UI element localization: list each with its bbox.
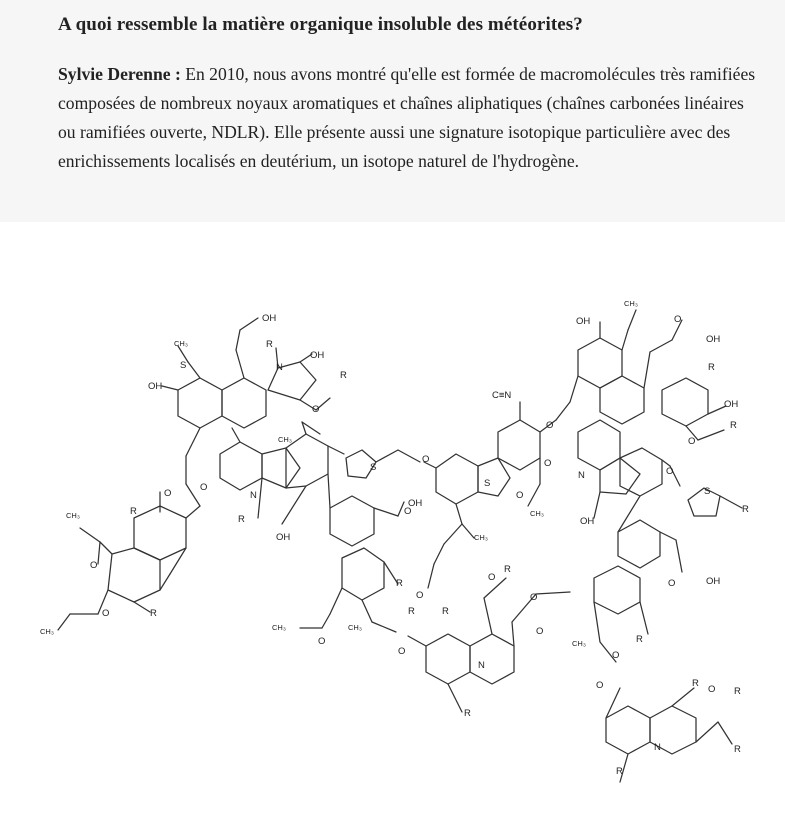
svg-text:C≡N: C≡N: [492, 390, 512, 401]
svg-text:S: S: [704, 486, 711, 497]
svg-text:O: O: [516, 490, 524, 501]
svg-text:R: R: [340, 370, 347, 381]
svg-text:O: O: [668, 578, 676, 589]
svg-text:CH₃: CH₃: [66, 511, 80, 520]
svg-text:O: O: [612, 650, 620, 661]
svg-text:OH: OH: [408, 498, 423, 509]
question-heading: A quoi ressemble la matière organique insoluble des météorites?: [58, 14, 583, 35]
svg-text:CH₃: CH₃: [624, 299, 638, 308]
svg-text:N: N: [654, 742, 661, 753]
svg-text:OH: OH: [724, 399, 739, 410]
molecule-structure-diagram: [0, 222, 785, 832]
svg-text:O: O: [688, 436, 696, 447]
svg-text:OH: OH: [580, 516, 595, 527]
svg-text:O: O: [404, 506, 412, 517]
answer-text: En 2010, nous avons montré qu'elle est formée de macromolécules très ramifiées composées de nombreux noyaux aromatiques et chaînes aliphatiques (chaînes carbonées linéaires ou ramifiées ouverte, NDLR). Elle présente aussi une signature isotopique particulière avec des enrichissements localisés en deutérium, un isotope naturel de l'hydrogène.: [58, 64, 756, 171]
svg-text:R: R: [616, 766, 623, 777]
molecule-figure: [0, 222, 785, 832]
svg-text:OH: OH: [706, 576, 721, 587]
svg-text:OH: OH: [262, 313, 277, 324]
svg-text:S: S: [370, 462, 377, 473]
svg-text:O: O: [90, 560, 98, 571]
svg-text:O: O: [536, 626, 544, 637]
svg-text:CH₃: CH₃: [40, 627, 54, 636]
svg-text:O: O: [544, 458, 552, 469]
svg-text:R: R: [708, 362, 715, 373]
svg-text:CH₃: CH₃: [278, 435, 292, 444]
article-text-block: [0, 0, 785, 222]
answer-speaker: Sylvie Derenne :: [58, 64, 181, 84]
svg-text:R: R: [442, 606, 449, 617]
svg-text:O: O: [312, 404, 320, 415]
svg-text:S: S: [484, 478, 491, 489]
svg-text:CH₃: CH₃: [572, 639, 586, 648]
molecule-labels: [40, 299, 749, 777]
svg-text:O: O: [666, 466, 674, 477]
svg-text:R: R: [396, 578, 403, 589]
svg-text:OH: OH: [706, 334, 721, 345]
svg-text:R: R: [504, 564, 511, 575]
svg-text:O: O: [422, 454, 430, 465]
svg-text:O: O: [200, 482, 208, 493]
svg-text:O: O: [708, 684, 716, 695]
svg-text:N: N: [276, 362, 283, 373]
svg-text:R: R: [266, 339, 273, 350]
svg-text:OH: OH: [576, 316, 591, 327]
svg-text:CH₃: CH₃: [530, 509, 544, 518]
svg-text:CH₃: CH₃: [474, 533, 488, 542]
svg-text:CH₃: CH₃: [174, 339, 188, 348]
svg-text:R: R: [150, 608, 157, 619]
svg-text:O: O: [596, 680, 604, 691]
svg-text:O: O: [102, 608, 110, 619]
svg-text:CH₃: CH₃: [348, 623, 362, 632]
svg-text:O: O: [416, 590, 424, 601]
svg-text:R: R: [734, 686, 741, 697]
svg-text:O: O: [164, 488, 172, 499]
svg-text:N: N: [250, 490, 257, 501]
svg-text:CH₃: CH₃: [272, 623, 286, 632]
svg-text:R: R: [730, 420, 737, 431]
svg-text:O: O: [398, 646, 406, 657]
svg-text:O: O: [530, 592, 538, 603]
svg-text:O: O: [318, 636, 326, 647]
answer-paragraph: [58, 60, 758, 176]
svg-text:O: O: [488, 572, 496, 583]
svg-text:R: R: [464, 708, 471, 719]
svg-text:R: R: [238, 514, 245, 525]
svg-text:N: N: [578, 470, 585, 481]
svg-text:OH: OH: [276, 532, 291, 543]
svg-text:R: R: [636, 634, 643, 645]
svg-text:R: R: [408, 606, 415, 617]
svg-text:N: N: [478, 660, 485, 671]
svg-text:O: O: [546, 420, 554, 431]
svg-text:OH: OH: [148, 381, 163, 392]
svg-text:R: R: [692, 678, 699, 689]
svg-text:R: R: [742, 504, 749, 515]
svg-text:R: R: [130, 506, 137, 517]
svg-text:R: R: [734, 744, 741, 755]
svg-text:O: O: [674, 314, 682, 325]
svg-text:OH: OH: [310, 350, 325, 361]
svg-text:S: S: [180, 360, 187, 371]
